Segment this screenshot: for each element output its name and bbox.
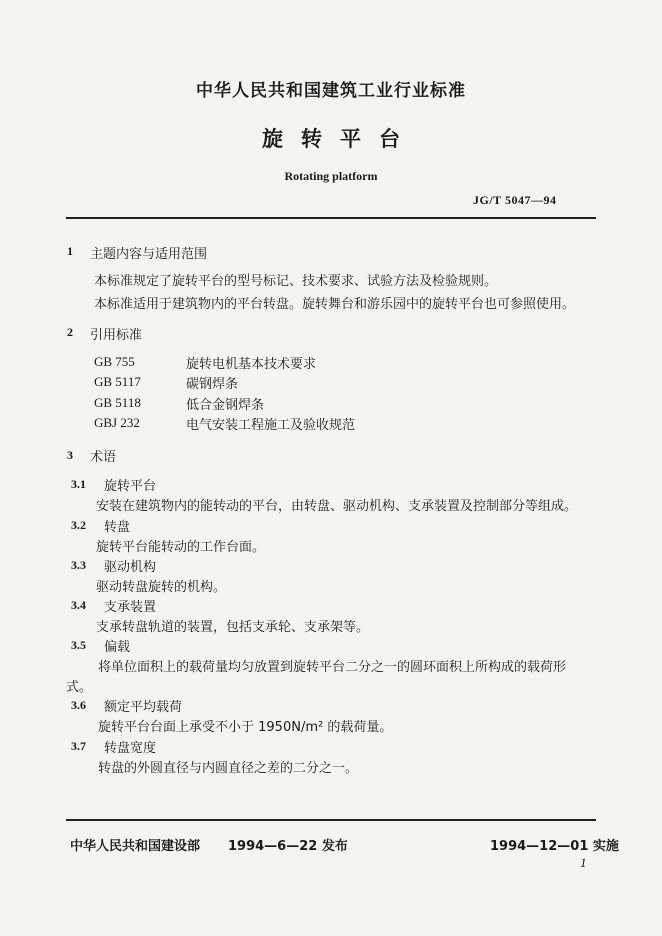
term-name: 旋转平台 [104,479,157,494]
term-name: 转盘 [104,520,131,535]
standard-code: JG/T 5047—94 [473,193,557,207]
bottom-rule [66,819,596,821]
issue-date: 1994—6—22 发布 [228,839,348,854]
term-name: 驱动机构 [104,560,157,575]
term-name: 额定平均载荷 [104,700,183,715]
term-number: 3.6 [71,698,86,712]
term-name: 偏载 [104,640,131,655]
standard-category: 中华人民共和国建筑工业行业标准 [196,81,466,101]
term-definition: 支承转盘轨道的装置，包括支承轮、支承架等。 [96,620,370,635]
page-number: 1 [580,855,587,870]
issuer: 中华人民共和国建设部 [70,839,201,854]
term-name: 转盘宽度 [104,741,157,756]
term-number: 3.7 [71,739,86,753]
reference-code: GB 5117 [94,374,141,389]
term-number: 3.5 [71,638,86,652]
term-number: 3.1 [71,477,86,491]
section-number: 1 [67,244,73,258]
reference-title: 低合金钢焊条 [186,398,265,413]
term-number: 3.4 [71,598,86,612]
term-number: 3.2 [71,518,86,532]
section-heading: 引用标准 [90,328,143,343]
paragraph: 本标准适用于建筑物内的平台转盘。旋转舞台和游乐园中的旋转平台也可参照使用。 [94,297,576,312]
reference-code: GB 755 [94,354,135,369]
term-definition: 转盘的外圆直径与内圆直径之差的二分之一。 [98,761,359,776]
reference-code: GBJ 232 [94,415,140,430]
term-definition: 安装在建筑物内的能转动的平台，由转盘、驱动机构、支承装置及控制部分等组成。 [96,499,578,514]
term-definition: 旋转平台台面上承受不小于 1950N/m² 的载荷量。 [98,720,393,735]
section-number: 2 [67,325,73,339]
document-title: 旋转平台 [262,127,418,151]
reference-title: 电气安装工程施工及验收规范 [186,418,356,433]
reference-title: 碳钢焊条 [186,377,239,392]
section-number: 3 [67,448,73,462]
paragraph: 本标准规定了旋转平台的型号标记、技术要求、试验方法及检验规则。 [94,274,498,289]
section-heading: 主题内容与适用范围 [90,247,208,262]
term-definition: 旋转平台能转动的工作台面。 [96,540,266,555]
term-definition: 驱动转盘旋转的机构。 [96,580,227,595]
top-rule [66,217,596,219]
reference-title: 旋转电机基本技术要求 [186,357,317,372]
term-definition: 将单位面积上的载荷量均匀放置到旋转平台二分之一的圆环面积上所构成的载荷形 [98,660,567,675]
effective-date: 1994—12—01 实施 [490,839,619,854]
term-name: 支承装置 [104,600,157,615]
term-number: 3.3 [71,558,86,572]
english-title: Rotating platform [284,169,378,183]
reference-code: GB 5118 [94,395,141,410]
section-heading: 术语 [90,450,117,465]
term-definition-continued: 式。 [66,680,93,695]
